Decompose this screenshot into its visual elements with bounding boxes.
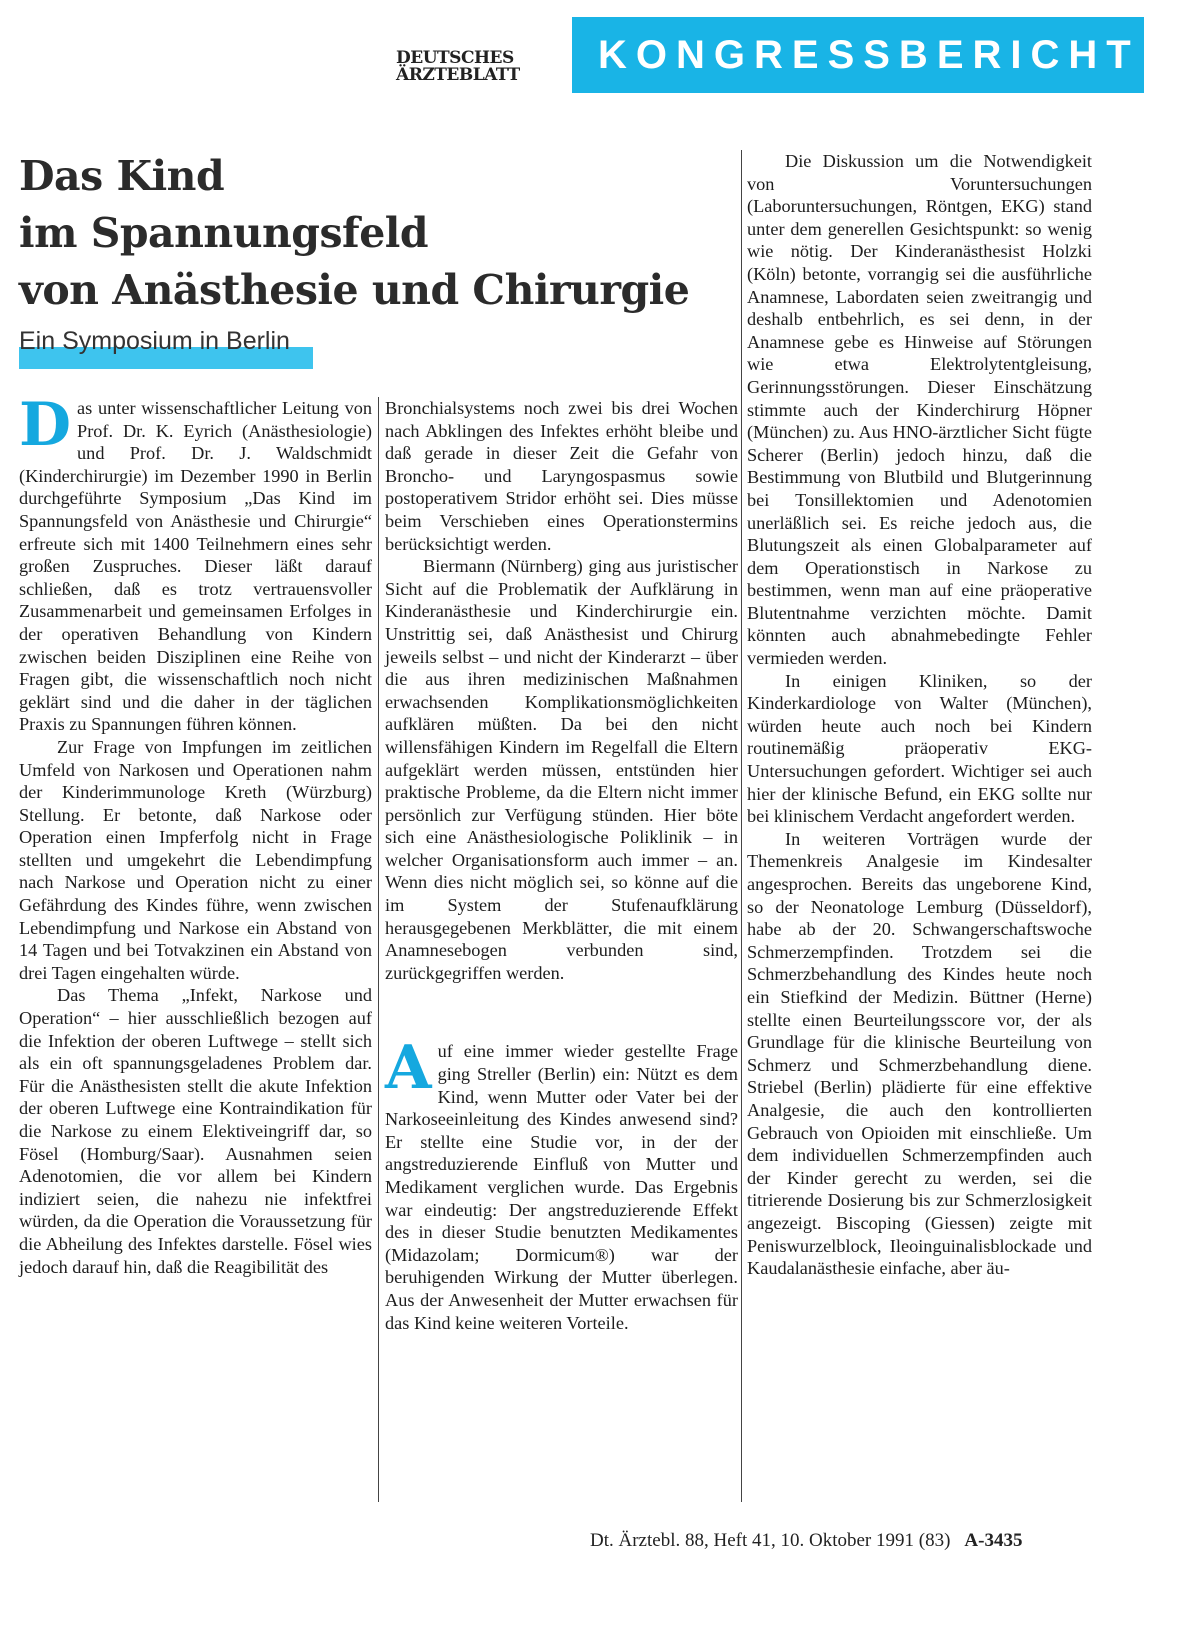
journal-masthead [396,50,556,84]
paragraph: Die Diskussion um die Notwendigkeit von Voruntersuchungen (Laboruntersuchungen, Röntgen, EKG) stand unter dem generellen Gesichtspunkt: so wenig wie nötig. Der Kinderanästhesist Holzki (Köln) betonte, vorrangig sei die ausführliche Anamnese, Labordaten seien zweitrangig und deshalb entbehrlich, es sei denn, in der Anamnese gebe es Hinweise auf Störungen wie etwa Elektrolytentgleisung, Gerinnungsstörungen. Dieser Einschätzung stimmte auch der Kinderchirurg Höpner (München) zu. Aus HNO-ärztlicher Sicht fügte Scherer (Berlin) jedoch hinzu, daß die Bestimmung von Blutbild und Blutgerinnung bei Tonsillektomien und Adenotomien unerläßlich sei. Es reiche jedoch aus, die Blutungszeit als einen Globalparameter auf dem Operationstisch in Narkose zu bestimmen, wenn man auf eine präoperative Blutentnahme verzichten möchte. Damit könnten auch abnahmebedingte Fehler vermieden werden. [747,151,1092,669]
paragraph: Das Thema „Infekt, Narkose und Operation“ – hier ausschließlich bezogen auf die Infektion der oberen Luftwege – stellt sich als ein oft spannungsgeladenes Problem dar. Für die Anästhesisten stellt die akute Infektion der oberen Luftwege eine Kontraindikation für die Narkose zu einem Elektiveingriff dar, so Fösel (Homburg/Saar). Ausnahmen seien Adenotomien, die vor allem bei Kindern indiziert seien, die nahezu nie infektfrei würden, da die Operation die Voraussetzung für die Abheilung des Infektes darstelle. Fösel wies jedoch darauf hin, daß die Reagibilität des [19,985,372,1277]
body-column-2 [385,397,738,1334]
title-line-1: Das Kind [19,152,225,200]
title-line-3: von Anästhesie und Chirurgie [19,266,690,314]
body-column-1 [19,390,372,1278]
paragraph-text: uf eine immer wieder gestellte Frage ging Streller (Berlin) ein: Nützt es dem Kind, wenn Mutter oder Vater bei der Narkoseeinleitung des Kindes anwesend sind? Er stellte eine Studie vor, in der der angstreduzierende Einfluß von Mutter und Medikament verglichen wurde. Das Ergebnis war eindeutig: Der angstreduzierende Effekt des in dieser Studie benutzten Medikamentes (Midazolam; Dormicum®) war der beruhigenden Wirkung der Mutter überlegen. Aus der Anwesenheit der Mutter erwachsen für das Kind keine weiteren Vorteile. [385,1041,738,1333]
paragraph: Biermann (Nürnberg) ging aus juristischer Sicht auf die Problematik der Aufklärung in Kinderanästhesie und Kinderchirurgie ein. Unstrittig sei, daß Anästhesist und Chirurg jeweils selbst – und nicht der Kinderarzt – über die aus ihren medizinischen Maßnahmen erwachsenden Komplikationsmöglichkeiten aufklären müßten. Da bei den nicht willensfähigen Kindern im Regelfall die Eltern aufgeklärt werden müssen, entstünden hier praktische Probleme, da die Eltern nicht immer persönlich zur Verfügung stünden. Hier böte sich eine Anästhesiologische Poliklinik – in welcher Organisationsform auch immer – an. Wenn dies nicht möglich sei, so könne auf die im System der Stufenaufklärung herausgegebenen Merkblätter, die mit einem Anamnesebogen verbunden sind, zurückgegriffen werden. [385,556,738,983]
section-label: KONGRESSBERICHT [572,17,1144,93]
drop-cap: A [385,1033,432,1104]
masthead-line-2: ÄRZTEBLATT [396,65,520,85]
paragraph [19,390,372,736]
page-number: A-3435 [964,1530,1023,1551]
column-rule-2 [741,150,742,1502]
paragraph: In einigen Kliniken, so der Kinderkardiologe von Walter (München), würden heute auch noch bei Kindern routinemäßig präoperativ EKG-Untersuchungen gefordert. Wichtiger sei auch hier der klinische Befund, ein EKG sollte nur bei klinischem Verdacht angefordert werden. [747,670,1092,827]
title-line-2: im Spannungsfeld [19,209,429,257]
paragraph: Zur Frage von Impfungen im zeitlichen Umfeld von Narkosen und Operationen nahm der Kinderimmunologe Kreth (Würzburg) Stellung. Er betonte, daß Narkose oder Operation einen Impferfolg nicht in Frage stellten und umgekehrt die Lebendimpfung nach Narkose und Operation nicht zu einer Gefährdung des Kindes führe, wenn zwischen Lebendimpfung und Narkose ein Abstand von 14 Tagen und bei Totvakzinen ein Abstand von drei Tagen eingehalten würde. [19,736,372,983]
paragraph-text: as unter wissenschaftlicher Leitung von Prof. Dr. K. Eyrich (Anästhesiologie) und Prof. Dr. J. Waldschmidt (Kinderchirurgie) im Dezember 1990 in Berlin durchgeführte Symposium „Das Kind im Spannungsfeld von Anästhesie und Chirurgie“ erfreute sich mit 1400 Teilnehmern eines sehr großen Zuspruches. Dieser läßt darauf schließen, daß es trotz vertrauensvoller Zusammenarbeit und gemeinsamen Erfolges in der operativen Behandlung von Kindern zwischen beiden Disziplinen eine Reihe von Fragen gibt, die wissenschaftlich noch nicht geklärt sind und die daher in der täglichen Praxis zu Spannungen führen können. [19,398,372,735]
column-rule-1 [378,397,379,1502]
body-column-3 [747,150,1092,1280]
article-subtitle: Ein Symposium in Berlin [19,327,290,355]
footer-citation: Dt. Ärztebl. 88, Heft 41, 10. Oktober 1991 (83) [590,1530,951,1551]
paragraph: Bronchialsystems noch zwei bis drei Wochen nach Abklingen des Infektes erhöht bleibe und daß gerade in dieser Zeit die Gefahr von Broncho- und Laryngospasmus sowie postoperativem Stridor erhöht sei. Dies müsse beim Verschieben eines Operationstermins berücksichtigt werden. [385,398,738,554]
article-title [19,148,759,319]
drop-cap: D [19,390,72,460]
masthead-line-1: DEUTSCHES [396,48,514,68]
paragraph: In weiteren Vorträgen wurde der Themenkreis Analgesie im Kindesalter angesprochen. Bereits das ungeborene Kind, so der Neonatologe Lemburg (Düsseldorf), habe ab der 20. Schwangerschaftswoche Schmerzempfinden. Trotzdem sei die Schmerzbehandlung des Kindes heute noch ein Stiefkind der Medizin. Büttner (Herne) stellte einen Beurteilungsscore vor, der als Grundlage für die klinische Beurteilung von Schmerz und Schmerzbehandlung diene. Striebel (Berlin) plädierte für eine effektive Analgesie, die auch den kontrollierten Gebrauch von Opioiden mit einschließe. Um dem individuellen Schmerzempfinden auch der Kinder gerecht zu werden, sei die titrierende Dosierung bis zur Schmerzlosigkeit angezeigt. Biscoping (Giessen) zeigte mit Peniswurzelblock, Ileoinguinalisblockade und Kaudalanästhesie einfache, aber äu- [747,828,1092,1279]
paragraph [385,1033,738,1334]
page-footer [590,1530,1022,1552]
